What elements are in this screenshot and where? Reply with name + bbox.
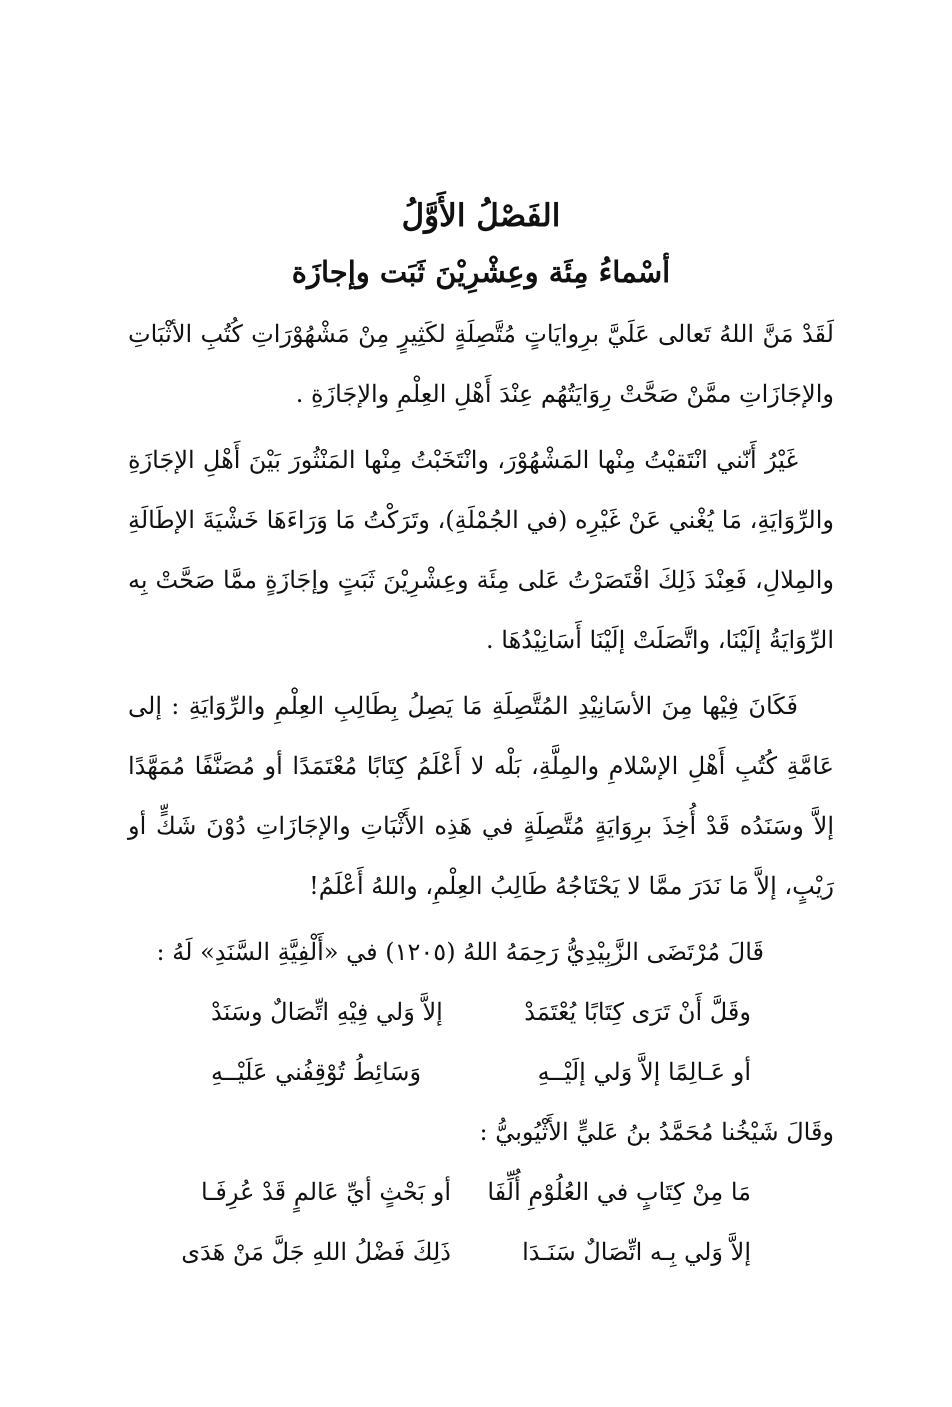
verse-second-hemistich: ذَلِكَ فَضْلُ اللهِ جَلَّ مَنْ هَدَى <box>181 1238 451 1266</box>
quote-ethiopi <box>128 1102 834 1282</box>
quote-intro: وقَالَ شَيْخُنا مُحَمَّدُ بنُ عَليٍّ الأَثْيُوبيُّ : <box>479 1118 834 1146</box>
page-content <box>128 188 834 1282</box>
verse-line <box>128 1162 834 1222</box>
verse-line <box>128 1042 834 1102</box>
verse-second-hemistich: إلاَّ وَلي فِيْهِ اتِّصَالٌ وسَنَدْ <box>211 998 443 1026</box>
paragraph-selection: غَيْرُ أَنّني انْتَقيْتُ مِنْها المَشْهُوْرَ، وانْتَخَبْتُ مِنْها المَنْثُورَ بَيْنَ أَهْلِ الإجَازَةِ والرِّوَايَةِ، مَا يُغْني عَنْ غَيْرِه (في الجُمْلَةِ)، وتَرَكْتُ مَا وَرَاءَهَا خَشْيَةَ الإطَالَةِ والمِلالِ، فَعِنْدَ ذَلِكَ اقْتَصَرْتُ عَلى مِئَة وعِشْرِيْنَ ثَبَتٍ وإجَازَةٍ ممَّا صَحَّتْ بِه الرِّوَايَةُ إلَيْنَا، واتَّصَلَتْ إلَيْنَا أَسَانِيْدُهَا . <box>128 446 834 654</box>
verse-second-hemistich: وَسَائِطُ تُوْقِفُني عَلَيْــهِ <box>211 1058 422 1086</box>
chapter-subtitle: أسْماءُ مِئَة وعِشْرِيْنَ ثَبَت وإجازَة <box>291 255 671 289</box>
quote-zabidi <box>128 922 834 1102</box>
paragraph-chains: فَكَانَ فِيْها مِنَ الأسَانِيْدِ المُتَّصِلَةِ مَا يَصِلُ بِطَالِبِ العِلْمِ والرِّوَايَةِ : إلى عَامَّةِ كُتُبِ أَهْلِ الإسْلامِ والمِلَّةِ، بَلْه لا أَعْلَمُ كِتَابًا مُعْتَمَدًا أو مُصَنَّفًا مُمَهَّدًا إلاَّ وسَنَدُه قَدْ أُخِذَ برِوَايَةٍ مُتَّصِلَةٍ في هَذِه الأَثْبَاتِ والإجَازَاتِ دُوْنَ شَكٍّ أو رَيْبٍ، إلاَّ مَا نَدَرَ ممَّا لا يَحْتَاجُهُ طَالِبُ العِلْمِ، واللهُ أَعْلَمُ! <box>128 692 834 900</box>
verse-first-hemistich: وقَلَّ أَنْ تَرَى كِتَابًا يُعْتَمَدْ <box>524 998 751 1026</box>
paragraph-intro: لَقَدْ مَنَّ اللهُ تَعالى عَلَيَّ برِوايَاتٍ مُتَّصِلَةٍ لكَثِيرٍ مِنْ مَشْهُوْرَاتِ كُتُبِ الأثْبَاتِ والإجَازَاتِ ممَّنْ صَحَّتْ رِوَايَتُهُم عِنْدَ أَهْلِ العِلْمِ والإجَازَةِ . <box>128 320 834 408</box>
verse-line <box>128 1222 834 1282</box>
verse-second-hemistich: أو بَحْثٍ أيِّ عَالمٍ قَدْ عُرِفَـا <box>201 1178 451 1206</box>
verse-first-hemistich: أو عَـالِمًا إلاَّ وَلي إلَيْــهِ <box>537 1058 751 1086</box>
verse-first-hemistich: مَا مِنْ كِتَابٍ في العُلُوْمِ أُلِّفَا <box>487 1178 751 1206</box>
verse-first-hemistich: إلاَّ وَلي بِـه اتِّصَالٌ سَنَـدَا <box>522 1238 751 1266</box>
quote-intro: قَالَ مُرْتَضَى الزَّبِيْدِيُّ رَحِمَهُ اللهُ (١٢٠٥) في «أَلْفِيَّةِ السَّنَدِ» لَهُ : <box>156 938 764 966</box>
verse-line <box>128 982 834 1042</box>
chapter-title: الفَصْلُ الأَوَّلُ <box>401 198 561 234</box>
